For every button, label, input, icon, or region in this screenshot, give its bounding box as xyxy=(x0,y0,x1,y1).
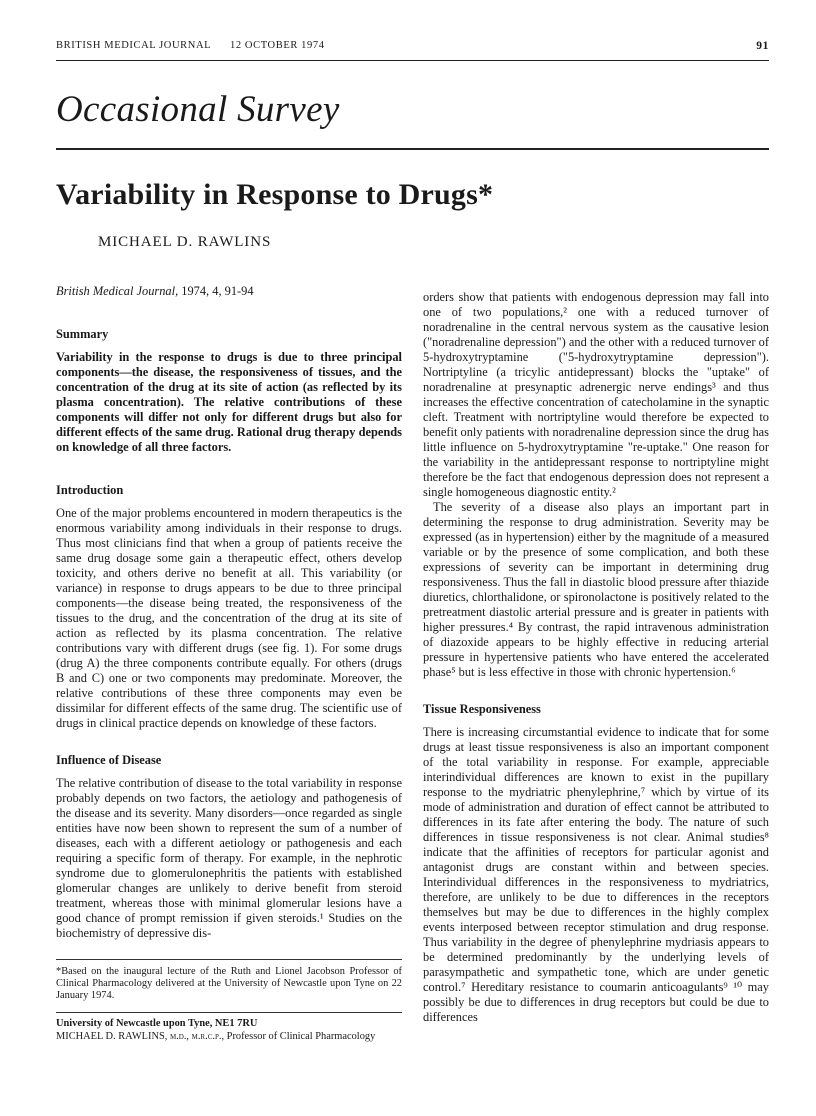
journal-name: BRITISH MEDICAL JOURNAL xyxy=(56,40,212,51)
summary-heading: Summary xyxy=(56,327,109,341)
page-number: 91 xyxy=(756,40,769,52)
affiliation-author xyxy=(56,1030,402,1043)
article-author: MICHAEL D. RAWLINS xyxy=(98,234,272,250)
depression-paragraph: orders show that patients with endogenous depression may fall into one of two populations,² one with a reduced turnover of noradrenaline in the central nervous system as the causative lesion ("noradrenaline depression") and the other with a reduced turnover of 5-hydroxytryptamine ("5-hydroxytryptamine depression"). Nortriptyline (a tricylic antidepressant) blocks the "uptake" of noradrenaline at presynaptic adrenergic nerve endings³ and thus increases the effective concentration of catecholamine in the synaptic cleft. Treatment with nortriptyline would therefore be expected to benefit only patients with noradrenaline depression since the drug has little influence on 5-hydroxytryptamine "re-uptake." One reason for the variability in the antidepressant response to nortriptyline might therefore be the fact that endogenous depression does not represent a single homogeneous diagnostic entity.² xyxy=(423,290,769,499)
footnote: *Based on the inaugural lecture of the Ruth and Lionel Jacobson Professor of Clinical Pharmacology delivered at the University of Newcastle upon Tyne on 22 January 1974. xyxy=(56,966,402,1001)
footnote-rule xyxy=(56,959,402,960)
introduction-text: One of the major problems encountered in modern therapeutics is the enormous variability among individuals in their response to drugs. Thus most clinicians find that when a group of patients receive the same drug dosage some gain a therapeutic effect, others develop toxicity, and others derive no benefit at all. This variability (or variance) in response to drugs appears to be due to three principal components—the disease being treated, the responsiveness of the tissues to the drug, and the concentration of the drug at its site of action as reflected by its plasma concentration. The relative contributions vary with different drugs (see fig. 1). For some drugs (drug A) the three components contribute equally. For others (drugs B and C) one or two components may predominate. Moreover, the relative contributions of these three components may even be dissimilar for different effects of the same drug. The scientific use of drugs in clinical practice depends on knowledge of these factors. xyxy=(56,506,402,730)
severity-paragraph: The severity of a disease also plays an important part in determining the response to drug administration. Severity may be expressed (as in hypertension) either by the magnitude of a measured variable or by the presence of some complication, and both these expressions of severity can be important in determining drug responsiveness. Thus the fall in diastolic blood pressure after thiazide diuretics, chlorthalidone, or spironolactone is positively related to the pretreatment diastolic arterial pressure and is greater in patients with higher pressures.⁴ By contrast, the rapid intravenous administration of diazoxide appears to be highly effective in reducing arterial pressure in hypertensive patients who have entered the accelerated phase⁵ but is less effective in those with chronic hypertension.⁶ xyxy=(423,500,769,679)
tissue-text: There is increasing circumstantial evidence to indicate that for some drugs at least tissue responsiveness is also an important component of the total variability in response. For example, appreciable interindividual differences are known to exist in the pupillary response to the mydriatric phenylephrine,⁷ which by virtue of its mode of administration and duration of effect cannot be attributed to differences in its fate after entering the body. The nature of such differences in tissue responsiveness is not clear. Animal studies⁸ indicate that the affinities of receptors for particular agonist and antagonist drugs are constant within and between species. Interindividual differences in the responsiveness to mydriatrics, therefore, are unlikely to be due to differences in the receptors themselves but may be due to differences in the highly complex events interposed between receptor stimulation and drug response. Thus variability in the degree of phenylephrine mydriasis appears to be determined predominantly by the underlying levels of parasympathetic and sympathetic tone, which are under genetic control.⁷ Hereditary resistance to coumarin anticoagulants⁹ ¹⁰ may possibly be due to differences in drug receptors but could be due to differences xyxy=(423,725,769,1024)
running-head xyxy=(56,40,769,56)
citation xyxy=(56,284,402,299)
section-title: Occasional Survey xyxy=(56,89,340,130)
left-column xyxy=(56,284,402,1043)
article-title: Variability in Response to Drugs* xyxy=(56,178,494,211)
issue-date: 12 OCTOBER 1974 xyxy=(230,40,325,51)
header-rule xyxy=(56,60,769,61)
affiliation-role: Professor of Clinical Pharmacology xyxy=(224,1031,376,1042)
citation-journal: British Medical Journal, xyxy=(56,284,179,298)
summary-text: Variability in the response to drugs is due to three principal components—the disease, the responsiveness of tissues, and the concentration of the drug at its site of action (as reflected by its plasma concentration). The relative contributions of these components will differ not only for different drugs but also for different effects of the same drug. Rational drug therapy depends on knowledge of all three factors. xyxy=(56,350,402,454)
affiliation-author-name: MICHAEL D. RAWLINS, xyxy=(56,1031,170,1042)
affiliation-rule xyxy=(56,1012,402,1013)
right-column xyxy=(423,290,769,1025)
disease-text: The relative contribution of disease to the total variability in response probably depends on two factors, the aetiology and pathogenesis of the disease and its severity. Many disorders—once regarded as single entities have now been shown to represent the sum of a number of diseases, each with a different aetiology or pathogenesis and each requiring a specific form of therapy. For example, in the nephrotic syndrome due to glomerulonephritis the patients with established glomerular changes are unlikely to derive benefit from steroid treatment, whereas those with minimal glomerular lesions have a good chance of prompt remission if given steroids.¹ Studies on the biochemistry of depressive dis- xyxy=(56,776,402,940)
citation-details: 1974, 4, 91-94 xyxy=(178,284,254,298)
affiliation-institution: University of Newcastle upon Tyne, NE1 7RU xyxy=(56,1018,258,1029)
section-rule xyxy=(56,148,769,150)
introduction-heading: Introduction xyxy=(56,483,124,497)
disease-heading: Influence of Disease xyxy=(56,753,162,767)
affiliation-degrees: m.d., m.r.c.p., xyxy=(169,1031,225,1042)
tissue-heading: Tissue Responsiveness xyxy=(423,702,541,716)
